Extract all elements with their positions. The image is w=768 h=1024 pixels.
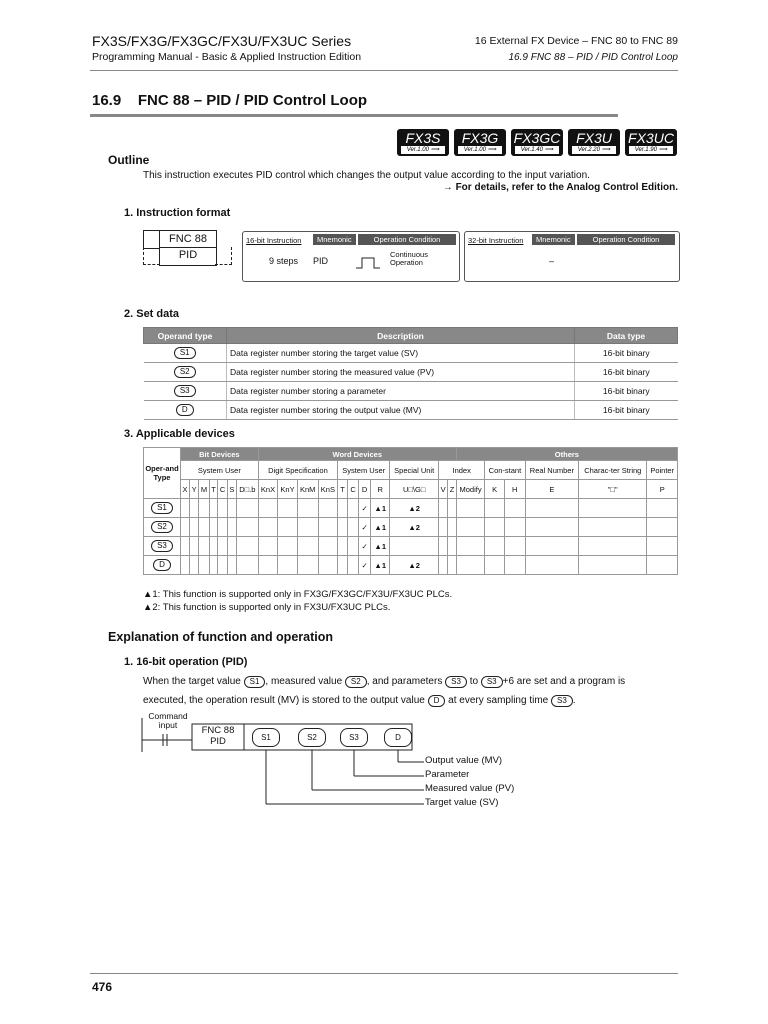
outline-heading: Outline	[108, 153, 150, 167]
label-32bit: 32-bit Instruction	[468, 236, 524, 245]
operand-s3: S3	[151, 540, 173, 552]
ladder-mnemonic: PID	[210, 736, 226, 747]
table-row	[144, 556, 678, 575]
device-note: ▲2	[390, 499, 439, 518]
devices-heading: 3. Applicable devices	[124, 428, 235, 440]
col-p: P	[647, 480, 678, 499]
ladder-op-s1: S1	[252, 728, 280, 747]
operand-d: D	[153, 559, 171, 571]
group-others: Others	[456, 448, 677, 461]
format-32bit-box	[464, 231, 680, 282]
label-parameter: Parameter	[425, 769, 470, 780]
page-number: 476	[92, 980, 113, 994]
description-cell: Data register number storing the target value (SV)	[227, 344, 575, 363]
device-check: ✓	[359, 499, 371, 518]
mnemonic: PID	[178, 249, 198, 261]
col-c-word: C	[348, 480, 359, 499]
explanation-subheading: 1. 16-bit operation (PID)	[124, 656, 248, 668]
table-row	[144, 518, 678, 537]
badge-fx3uc: FX3UC Ver.1.90 ⟹	[625, 129, 677, 156]
type-cell: 16-bit binary	[575, 382, 678, 401]
badge-fx3gc: FX3GC Ver.1.40 ⟹	[511, 129, 563, 156]
devices-table	[143, 447, 678, 575]
type-cell: 16-bit binary	[575, 363, 678, 382]
header-rule	[90, 70, 678, 71]
mnemonic-header-32: Mnemonic	[532, 234, 575, 245]
mnemonic-16: PID	[313, 256, 329, 266]
device-note: ▲1	[371, 499, 390, 518]
footer-rule	[90, 973, 678, 974]
col-c: C	[218, 480, 228, 499]
instruction-block	[143, 230, 233, 268]
col-db: D□.b	[236, 480, 258, 499]
sub-special: Special Unit	[390, 461, 439, 480]
ladder-diagram	[140, 712, 560, 812]
explanation-heading: Explanation of function and operation	[108, 630, 333, 644]
col-data-type: Data type	[575, 328, 678, 344]
header-chapter: 16 External FX Device – FNC 80 to FNC 89	[474, 35, 678, 47]
col-string: "□"	[579, 480, 647, 499]
operand-s2: S2	[151, 521, 173, 533]
device-note: ▲2	[390, 556, 439, 575]
col-h: H	[504, 480, 525, 499]
col-z: Z	[448, 480, 457, 499]
set-data-table	[143, 327, 678, 420]
badge-fx3u: FX3U Ver.2.20 ⟹	[568, 129, 620, 156]
command-input-label: Command input	[148, 711, 188, 730]
sub-system-user: System User	[181, 461, 259, 480]
col-kny: KnY	[278, 480, 298, 499]
col-r: R	[371, 480, 390, 499]
sub-digit: Digit Specification	[258, 461, 337, 480]
operand-s3: S3	[551, 695, 573, 707]
device-check: ✓	[359, 556, 371, 575]
title-rule	[90, 114, 618, 117]
ladder-fnc: FNC 88	[201, 725, 235, 736]
type-cell: 16-bit binary	[575, 344, 678, 363]
sub-system-user-word: System User	[338, 461, 390, 480]
outline-reference: → For details, refer to the Analog Control Edition.	[442, 182, 678, 193]
operand-s3: S3	[481, 676, 503, 688]
header-section: 16.9 FNC 88 – PID / PID Control Loop	[508, 52, 678, 63]
col-e: E	[525, 480, 579, 499]
steps-16: 9 steps	[269, 256, 299, 266]
ladder-op-s3: S3	[340, 728, 368, 747]
operand-d: D	[428, 695, 446, 707]
column-header-row	[144, 480, 678, 499]
operand-d: D	[176, 404, 194, 416]
device-note: ▲1	[371, 518, 390, 537]
col-k: K	[485, 480, 505, 499]
note-1: ▲1: This function is supported only in FX3G/FX3GC/FX3U/FX3UC PLCs.	[143, 589, 453, 600]
outline-text: This instruction executes PID control which changes the output value according to the input variation.	[143, 170, 590, 181]
group-word: Word Devices	[258, 448, 456, 461]
col-knx: KnX	[258, 480, 278, 499]
label-measured-value: Measured value (PV)	[425, 783, 515, 794]
sub-index: Index	[439, 461, 485, 480]
note-2: ▲2: This function is supported only in FX3U/FX3UC PLCs.	[143, 602, 391, 613]
value-32: –	[549, 256, 555, 266]
col-x: X	[181, 480, 190, 499]
condition-16: Continuous Operation	[390, 250, 428, 267]
sub-char: Charac-ter String	[579, 461, 647, 480]
section-title: 16.9 FNC 88 – PID / PID Control Loop	[92, 92, 368, 109]
condition-header-16: Operation Condition	[358, 234, 456, 245]
col-kns: KnS	[318, 480, 338, 499]
sub-constant: Con-stant	[485, 461, 525, 480]
group-bit: Bit Devices	[181, 448, 259, 461]
table-row	[144, 363, 678, 382]
col-d: D	[359, 480, 371, 499]
device-note: ▲2	[390, 518, 439, 537]
header-manual: Programming Manual - Basic & Applied Instruction Edition	[92, 51, 362, 63]
badge-fx3g: FX3G Ver.1.00 ⟹	[454, 129, 506, 156]
sub-pointer: Pointer	[647, 461, 678, 480]
description-cell: Data register number storing the measured value (PV)	[227, 363, 575, 382]
badge-fx3s: FX3S Ver.1.00 ⟹	[397, 129, 449, 156]
operand-s1: S1	[174, 347, 196, 359]
sub-real: Real Number	[525, 461, 579, 480]
set-data-heading: 2. Set data	[124, 308, 180, 320]
device-check: ✓	[359, 537, 371, 556]
device-check: ✓	[359, 518, 371, 537]
col-knm: KnM	[297, 480, 318, 499]
operand-s2: S2	[174, 366, 196, 378]
corner-cell: Oper-and Type	[144, 448, 181, 499]
ladder-op-s2: S2	[298, 728, 326, 747]
operand-s1: S1	[244, 676, 266, 688]
label-16bit: 16-bit Instruction	[246, 236, 302, 245]
col-t: T	[209, 480, 218, 499]
label-output-value: Output value (MV)	[425, 755, 503, 766]
format-16bit-box	[242, 231, 460, 282]
col-s: S	[227, 480, 236, 499]
table-row	[144, 537, 678, 556]
ladder-op-d: D	[384, 728, 412, 747]
col-v: V	[439, 480, 448, 499]
header-series: FX3S/FX3G/FX3GC/FX3U/FX3UC Series	[92, 33, 352, 49]
col-operand: Operand type	[144, 328, 227, 344]
col-ug: U□\G□	[390, 480, 439, 499]
pulse-icon	[355, 256, 381, 270]
col-y: Y	[190, 480, 199, 499]
format-heading: 1. Instruction format	[124, 207, 231, 219]
operand-s3: S3	[174, 385, 196, 397]
explanation-paragraph: When the target value S1 , measured value S2 , and parameters S3 to S3 +6 are set and a program is executed, the operation result (MV) is stored to the output value D at every sampling time S3 .	[143, 676, 626, 706]
table-row	[144, 401, 678, 420]
table-row	[144, 499, 678, 518]
device-note: ▲1	[371, 556, 390, 575]
operand-s1: S1	[151, 502, 173, 514]
device-note	[390, 537, 439, 556]
description-cell: Data register number storing a parameter	[227, 382, 575, 401]
device-note: ▲1	[371, 537, 390, 556]
col-modify: Modify	[456, 480, 484, 499]
col-description: Description	[227, 328, 575, 344]
type-cell: 16-bit binary	[575, 401, 678, 420]
fnc-number: FNC 88	[169, 233, 207, 245]
operand-s2: S2	[345, 676, 367, 688]
col-t-word: T	[338, 480, 348, 499]
label-target-value: Target value (SV)	[425, 797, 499, 808]
operand-s3: S3	[445, 676, 467, 688]
table-row	[144, 382, 678, 401]
col-m: M	[199, 480, 210, 499]
condition-header-32: Operation Condition	[577, 234, 675, 245]
compatibility-badges	[397, 129, 677, 156]
description-cell: Data register number storing the output value (MV)	[227, 401, 575, 420]
mnemonic-header-16: Mnemonic	[313, 234, 356, 245]
table-row	[144, 344, 678, 363]
